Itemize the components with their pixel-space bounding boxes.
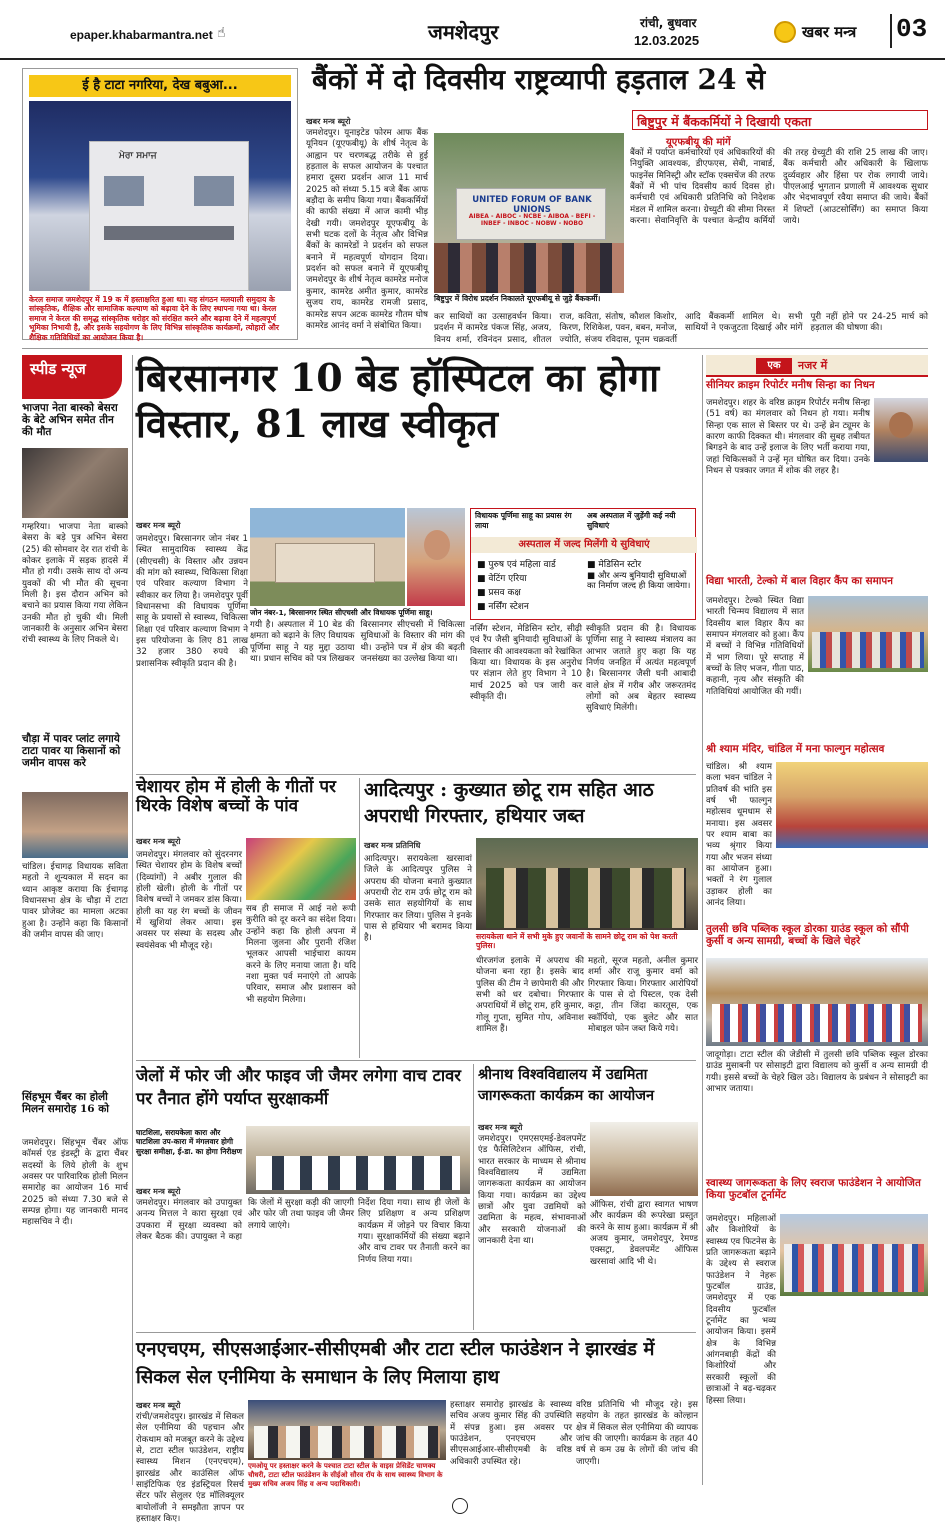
masthead-date: 12.03.2025 <box>634 33 700 48</box>
right-5-title: स्वास्थ्य जागरूकता के लिए स्वराज फाउंडेशन ने आयोजित किया फुटबॉल टूर्नामेंट <box>706 1177 921 1201</box>
speed-news-2-body: चांडिल। ईचागढ़ विधायक सविता महतो ने शून्यकाल में सदन का ध्यान आकृष्ट कराया कि ईचागढ़ विधानसभा क्षेत्र के चौड़ा में टाटा पावर प्रोजेक्ट का मामला अटका हुआ है। उन्होंने कहा कि किसानों की जमीन वापस की जाए। <box>22 862 128 941</box>
strike-body-1: जमशेदपुर। यूनाइटेड फोरम आफ बैंक यूनियन (यूएफबीयू) के शीर्ष नेतृत्व के आह्वान पर चरणबद्ध तरीके से हुई हड़ताल के सफल आयोजन के पश्चात हमारा दूसरा प्रदर्शन आज 11 मार्च 2025 को संध्या 5.15 बजे बैंक आफ बड़ौदा के समीप किया गया। बैंककर्मियों की काफी संख्या में आज कामी भीड़ देखी गयी। जमशेदपुर यूएफबीयू के सभी घटक दलों के नेतृत्व और विभिन्न बैंकों के कामरेडों ने प्रदर्शन को सफल बनाने में महत्वपूर्ण योगदान दिया। प्रदर्शन को सफल बनाने में यूएफबीयू जमशेदपुर के शीर्ष नेतृत्व कामरेड मनोज कुमार, कामरेड अमीत कुमार, कामरेड सुजय राय, कामरेड रामजी प्रसाद, कामरेड सपन अटक कामरेड गौतम घोष कामरेड आनंद वर्मा ने संबोधित किया। <box>306 128 428 331</box>
masthead-place-day: रांची, बुधवार <box>640 16 697 30</box>
speed-news-1-photo <box>22 448 128 518</box>
page-number: 03 <box>890 14 932 48</box>
facility-1: ■ पुरुष एवं महिला वार्ड <box>477 560 556 570</box>
jail-byline: खबर मन्त्र ब्यूरो <box>136 1187 181 1196</box>
facility-2: ■ मेडिसिन स्टोर <box>587 560 642 570</box>
srinath-byline: खबर मन्त्र ब्यूरो <box>478 1123 523 1132</box>
facility-3: ■ वेटिंग एरिया <box>477 574 527 584</box>
jail-body-2: निर्देश दिया गया। साथ ही जेलों के लिए प्रशिक्षण व अन्य प्रशिक्षण कार्यक्रम में जोड़ने पर विचार किया गया। सुरक्षाकर्मियों की संख्या बढ़ाने और वाच टावर पर तैनाती करने का निर्णय लिया गया। <box>358 1198 470 1265</box>
demands-title: यूएफबीयू की मांगें <box>666 137 731 148</box>
registration-mark-icon <box>452 1498 468 1514</box>
speed-news-3-title: सिंहभूम चैंबर का होली मिलन समारोह 16 को <box>22 1091 109 1115</box>
speed-news-2-title: चौड़ा में पावर प्लांट लगाये टाटा पावर या किसानों को जमीन वापस करे <box>22 733 121 769</box>
right-2-title: विद्या भारती, टेल्को में बाल विहार कैंप का समापन <box>706 575 893 587</box>
nhm-photo <box>248 1400 446 1460</box>
facility-4: ■ और अन्य बुनियादी सुविधाओं का निर्माण जल्द ही किया जायेगा। <box>587 571 691 592</box>
aditya-body-3: महतो, सूरज महतो, अनील कुमार शर्मा और राजू कुमार वर्मा को गिरफ्तार किया। गिरफ्तार आरोपियों के पास से दो पिस्टल, एक देसी कट्टा, तीन जिंदा कारतूस, एक स्कॉर्पियो, एक बुलेट और सात मोबाइल फोन जब्त किये गये। <box>588 956 698 1035</box>
strike-headline: बैंकों में दो दिवसीय राष्ट्रव्यापी हड़ताल 24 से <box>312 63 766 96</box>
speed-news-label: स्पीड न्यूज <box>22 355 122 399</box>
right-5-body: जमशेदपुर। महिलाओं और किशोरियों के स्वास्थ्य एव फिटनेस के प्रति जागरूकता बढ़ाने के उद्देश्य से स्वराज फाउंडेशन ने नेहरू फुटबॉल ग्राउंड, जमशेदपुर में एक दिवसीय फुटबॉल टूर्नामेंट का भव्य आयोजन किया। इसमें क्षेत्र के विभिन्न आंगनबाड़ी केंद्रों की किशोरियों और सरकारी स्कूलों की छात्राओं ने बढ़-चढ़कर हिस्सा लिया। <box>706 1214 776 1406</box>
aditya-byline: खबर मन्त्र प्रतिनिधि <box>364 841 421 850</box>
building-sign: ਮੇਰਾ ਸਮਾਜ <box>119 151 157 161</box>
strike-byline: खबर मन्त्र ब्यूरो <box>306 117 351 126</box>
nhm-body-3: हस्ताक्षर समारोह झारखंड के स्वास्थ्य सचिव अजय कुमार सिंह की उपस्थिति में संपन्न हुआ। इस अवसर पर फाउंडेशन, एनएचएम और सीएसआईआर-सीसीएमबी के वरिष्ठ अधिकारी उपस्थित रहे। <box>450 1400 572 1467</box>
right-1-body: जमशेदपुर। शहर के वरिष्ठ क्राइम रिपोर्टर मनीष सिन्हा (51 वर्ष) का मंगलवार को निधन हो गया। मनीष सिन्हा एक साल से बिस्तर पर थे। उन्हें ब्रेन ट्यूमर के कारण काफी दिक्कत थी। मंगलवार की सुबह तबीयत बिगड़ने के बाद उन्हें इलाज के लिए भर्ती कराया गया, जहां चिकित्सकों ने उन्हें मृत घोषित कर दिया। उनके निधन से पत्रकार जगत में शोक की लहर है। <box>706 398 870 477</box>
right-3-body: चांडिल। श्री श्याम कला भवन चांडिल ने प्रतिवर्ष की भांति इस वर्ष भी फाल्गुन महोत्सव धूमधाम से मनाया। इस अवसर पर श्याम बाबा का भव्य श्रृंगार किया गया और भजन संध्या का आयोजन हुआ। भक्तों ने रंग गुलाल उड़ाकर होली का आनंद लिया। <box>706 762 772 909</box>
strike-photo-caption: बिष्टुपुर में विरोध प्रदर्शन निकालते यूएफबीयू से जुड़े बैंककर्मी। <box>434 294 601 303</box>
birsa-hospital-photo <box>250 508 405 606</box>
nhm-photo-caption: एमओयू पर हस्ताक्षर करने के पश्चात टाटा स्टील के वाइस प्रेसिडेंट चाणक्य चौधरी, टाटा स्टील फाउंडेशन के सीईओ सौरव रॉय के साथ स्वास्थ्य विभाग के मुख्य सचिव अजय सिंह व अन्य पदाधिकारी। <box>248 1462 443 1488</box>
birsa-byline: खबर मन्त्र ब्यूरो <box>136 521 181 530</box>
jail-body-1: जमशेदपुर। मंगलवार को उपायुक्त अनन्य मित्तल ने कारा सुरक्षा एवं उपकारा में सुरक्षा व्यवस्था को लेकर बैठक की। उपायुक्त ने कहा कि जेलों में सुरक्षा कड़ी की जाएगी और फोर जी तथा फाइव जी जैमर लगाये जाएंगे। <box>136 1198 354 1243</box>
birsa-body-3: नर्सिंग स्टेशन, मेडिसिन स्टोर, सीढ़ी एवं रैंप जैसी बुनियादी सुविधाओं के विस्तार की आवश्यकता को रेखांकित किया था। विधायक के इस अनुरोध पर संज्ञान लेते हुए विभाग ने 10 मार्च 2025 को पत्र जारी कर स्वीकृति दी। <box>470 624 582 703</box>
jail-photo <box>246 1126 470 1194</box>
right-2-photo <box>808 596 928 672</box>
right-3-title: श्री श्याम मंदिर, चांडिल में मना फाल्गुन महोत्सव <box>706 743 885 755</box>
tata-caption: केरल समाज जमशेदपुर में 19 क में हस्ताक्षरित हुआ था। यह संगठन मलयाली समुदाय के सांस्कृतिक, शैक्षिक और सामाजिक कल्याण को बढ़ावा देने के लिए स्थापना गया था। केरल समाज ने केरल की समृद्ध सांस्कृतिक धरोहर को संरक्षित करने और बढ़ावा देने में महत्वपूर्ण भूमिका निभायी है, और इसके सहयोगण के लिए विभिन्न सांस्कृतिक कार्यक्रमों, त्योहारों और शैक्षिक गतिविधियों का आयोजन किया है। <box>29 295 279 342</box>
aditya-photo-caption: सरायकेला थाने में सभी मुके हुए जवानों के सामने छोटू राम को पेश करती पुलिस। <box>476 932 678 951</box>
right-4-title: तुलसी छवि पब्लिक स्कूल डोरका ग्राउंड स्कूल को सौंपी कुर्सी व अन्य सामग्री, बच्चों के खिले चेहरे <box>706 923 909 947</box>
facility-5: ■ प्रसव कक्ष <box>477 588 521 598</box>
aditya-body-1: आदित्यपुर। सरायकेला खरसावां जिले के आदित्यपुर पुलिस ने अपराध की योजना बनाते कुख्यात अपराधी रोट राम उर्फ छोटू राम को उसके सात सहयोगियों के साथ गिरफ्तार कर लिया। पुलिस ने इनके पास से हथियार भी बरामद किया है। <box>364 854 472 944</box>
strike-body-3: कर साथियों का उत्साहवर्धन किया। प्रदर्शन में कामरेड पंकज सिंह, अजय, विनय शर्मा, रविनंदन प्रसाद, शीतल राज, कविता, संतोष, कौशल किशोर, किरण, रिशिकेश, पवन, बबन, मनोज, ज्योति, संजय रविदास, पूनम चक्रवर्ती आदि बैंककर्मी शामिल थे। सभी साथियों ने एकजुटता दिखाई और मांगें पूरी नहीं होने पर 24-25 मार्च को हड़ताल की घोषणा की। <box>434 312 928 345</box>
nhm-headline-block: एनएचएम, सीएसआईआर-सीसीएमबी और टाटा स्टील फाउंडेशन ने झारखंड में सिकल सेल एनीमिया के समाधान के लिए मिलाया हाथ <box>136 1339 655 1388</box>
holi-byline: खबर मन्त्र ब्यूरो <box>136 837 181 846</box>
right-4-body: जादूगोड़ा। टाटा स्टील की जेडीसी में तुलसी छवि पब्लिक स्कूल डोरका ग्राउंड मुसाबनी पर सोसाइटी द्वारा विद्यालय को कुर्सी व अन्य सामग्री दी गयी। इससे बच्चों के चेहरे खिल उठे। विद्यालय के प्रबंधन ने सोसाइटी का आभार जताया। <box>706 1050 928 1095</box>
building-photo <box>29 101 291 291</box>
masthead-city: जमशेदपुर <box>428 20 499 44</box>
holi-body-1: जमशेदपुर। मंगलवार को सुंदरनगर स्थित चेशायर होम के विशेष बच्चों (दिव्यांगों) ने अबीर गुलाल की होली खेली। होली के गीतों पर विशेष बच्चों ने जमकर डांस किया। होली का यह रंग बच्चों के जीवन में खुशियां लेकर आया। इस अवसर पर संस्था के सदस्य और स्वयंसेवक भी मौजूद रहे। <box>136 850 242 951</box>
right-1-photo <box>874 398 928 462</box>
brand-logo <box>772 17 882 47</box>
right-5-photo <box>780 1214 928 1296</box>
speed-news-2-photo <box>22 792 128 858</box>
cursor-icon: ☝ <box>217 25 226 41</box>
holi-photo <box>246 838 356 900</box>
birsa-photo-caption: जोन नंबर-1, बिरसानगर स्थित सीएचसी और विधायक पूर्णिमा साहू। <box>250 608 433 617</box>
nhm-byline: खबर मन्त्र ब्यूरो <box>136 1401 181 1410</box>
nhm-body-4: वरिष्ठ प्रतिनिधि भी मौजूद रहे। इस सहयोग के तहत झारखंड के कोल्हान क्षेत्र में सिकल सेल एनीमिया की व्यापक जांच की जाएगी। कार्यक्रम के तहत 40 वर्ष से कम उम्र के लोगों की जांच की जाएगी। <box>576 1400 698 1467</box>
srinath-headline: श्रीनाथ विश्वविद्यालय में उद्यमिता जागरूकता कार्यक्रम का आयोजन <box>478 1066 655 1105</box>
birsa-headline: बिरसानगर 10 बेड हॉस्पिटल का होगा विस्तार, 81 लाख स्वीकृत <box>136 355 660 447</box>
aditya-body-2: धीरजगंज इलाके में अपराध की योजना बना रहा है। इसके बाद पुलिस की टीम ने छापेमारी की और सभी को धर दबोचा। गिरफ्तार अपराधियों में छोटू राम, हरि कुमार, गोलू गुप्ता, सुमित गोप, अविनाश शामिल हैं। <box>476 956 584 1035</box>
birsa-box-title: अस्पताल में जल्द मिलेंगी ये सुविधाएं <box>471 537 697 553</box>
srinath-photo <box>590 1122 698 1196</box>
speed-news-1-title: भाजपा नेता बास्को बेसरा के बेटे अभिन समेत तीन की मौत <box>22 402 118 438</box>
masthead <box>0 0 945 60</box>
jail-headline: जेलों में फोर जी और फाइव जी जैमर लगेगा वाच टावर पर तैनात होंगे पर्याप्त सुरक्षाकर्मी <box>136 1066 462 1109</box>
tata-nagariya-box <box>22 68 298 340</box>
birsa-box-tag-1: विधायक पूर्णिमा साहू का प्रयास रंग लाया <box>475 511 572 530</box>
nazar-label: नजर में <box>798 359 828 372</box>
facility-6: ■ नर्सिंग स्टेशन <box>477 602 529 612</box>
birsa-body-4: स्वीकृति प्रदान की है। विधायक पूर्णिमा साहू ने स्वास्थ्य मंत्रालय का आभार जताते हुए कहा कि यह निर्णय जनहित में अत्यंत महत्वपूर्ण है। बिरसानगर जैसी घनी आबादी वाले क्षेत्र में गरीब और जरूरतमंद लोगों को अब बेहतर स्वास्थ्य सुविधाएं मिलेंगी। <box>586 624 696 714</box>
ek-nazar-header <box>706 355 928 377</box>
tata-headline: ई है टाटा नगरिया, देख बबुआ... <box>29 75 291 97</box>
birsa-body-2: गयी है। अस्पताल में 10 बेड की क्षमता को बढ़ाने के लिए विधायक पूर्णिमा साहू ने यह मुद्दा उठाया था। प्रधान सचिव को पत्र लिखकर बिरसानगर सीएचसी में चिकित्सा सुविधाओं के विस्तार की मांग की थी। उन्होंने पत्र में क्षेत्र की बढ़ती जनसंख्या का उल्लेख किया था। <box>250 620 465 665</box>
right-4-photo <box>706 958 928 1046</box>
brand-name: खबर मन्त्र <box>802 23 857 41</box>
srinath-body-2: ऑफिस, रांची द्वारा स्वागत भाषण और कार्यक्रम की रूपरेखा प्रस्तुत करने के साथ हुआ। कार्यक्रम में श्री अजय कुमार, जमशेदपुर, रेमण्ड एक्सट्रा, डेवलपमेंट ऑफिस खरसावां आदि भी थे। <box>590 1200 698 1267</box>
holi-body-2: सब ही समाज में आई नशे रूपी कुरीति को दूर करने का संदेश दिया। उन्होंने कहा कि होली अपना में मिलना जुलना और पुरानी रंजिश भूलकर आपसी भाईचारा कायम करने के लिए मनाया जाता है। यदि नशा मुक्त पर्व मनाएंगे तो आपके परिवार, समाज और प्रशासन को भी सहयोग मिलेगा। <box>246 904 356 1005</box>
speed-news-3-body: जमशेदपुर। सिंहभूम चैंबर ऑफ कॉमर्स एंड इंडस्ट्री के द्वारा चैंबर सदस्यों के लिये होली के शुभ अवसर पर पारिवारिक होली मिलन समारोह का आयोजन 16 मार्च 2025 को संध्या 7.30 बजे से सम्पन्न होगा। यह जानकारी मानद महासचिव ने दी। <box>22 1138 128 1228</box>
right-1-title: सीनियर क्राइम रिपोर्टर मनीष सिन्हा का निधन <box>706 379 875 391</box>
brand-icon <box>774 21 796 43</box>
srinath-body-1: जमशेदपुर। एमएसएमई-डेवलपमेंट एंड फैसिलिटेशन ऑफिस, रांची, भारत सरकार के माध्यम से श्रीनाथ विश्वविद्यालय में उद्यमिता जागरूकता कार्यक्रम का आयोजन किया गया। कार्यक्रम का उद्देश्य छात्रों और युवा उद्यमियों को उद्यमिता के महत्व, संभावनाओं और सरकारी योजनाओं की जानकारी देना था। <box>478 1134 586 1247</box>
jail-caption: घाटशिला, सरायकेला कारा और घाटशिला उप-कारा में मंगलवार होगी सुरक्षा समीक्षा, ई-डा. का होगा निरीक्षण <box>136 1128 242 1156</box>
birsa-box-tag-2: अब अस्पताल में जुड़ेंगी कई नयी सुविधाएं <box>587 511 676 530</box>
aditya-photo <box>476 838 698 930</box>
strike-banner: UNITED FORUM OF BANK UNIONS AIBEA - AIBOC - NCBE - AIBOA - BEFI - INBEF - INBOC - NOBW - NOBO <box>456 188 606 240</box>
right-3-photo <box>776 762 928 848</box>
nhm-body-1: रांची/जमशेदपुर। झारखंड में सिकल सेल एनीमिया की पहचान और रोकथाम को मजबूत करने के उद्देश्य से, टाटा स्टील फाउंडेशन, राष्ट्रीय स्वास्थ्य मिशन (एनएचएम), झारखंड और काउंसिल ऑफ साइंटिफिक एंड इंडस्ट्रियल रिसर्च सेंटर फॉर सेलुलर एंड मॉलिक्यूलर बायोलॉजी ने समझौता ज्ञापन पर हस्ताक्षर किए। <box>136 1412 244 1525</box>
birsa-body-1: जमशेदपुर। बिरसानगर जोन नंबर 1 स्थित सामुदायिक स्वास्थ्य केंद्र (सीएचसी) के विस्तार और उन्नयन की मांग को स्वास्थ्य, चिकित्सा शिक्षा एवं परिवार कल्याण विभाग ने स्वीकार कर लिया है। जमशेदपुर पूर्वी विधानसभा की विधायक पूर्णिमा साहू के प्रयासों से स्वास्थ्य, चिकित्सा शिक्षा एवं परिवार कल्याण विभाग ने इस परियोजना के लिए 81 लाख 32 हजार 380 रुपये की प्रशासनिक स्वीकृति प्रदान की है। <box>136 534 248 669</box>
site-url[interactable]: epaper.khabarmantra.net <box>70 28 213 42</box>
right-2-body: जमशेदपुर। टेल्को स्थित विद्या भारती चिन्मय विद्यालय में सात दिवसीय बाल विहार कैंप का समापन मंगलवार को हुआ। कैंप में बच्चों ने विभिन्न गतिविधियों में भाग लिया। पूरे सप्ताह में बच्चों के लिए भजन, गीता पाठ, कहानी, नृत्य और संस्कृति की गतिविधियां आयोजित की गयीं। <box>706 596 804 697</box>
strike-photo <box>434 133 624 293</box>
ek-label: एक <box>756 358 792 374</box>
strike-body-2: बैंकों में पर्याप्त कर्मचारियों एवं अधिकारियों की नियुक्ति आवश्यक, डीएफएस, सेबी, नाबार्ड, फाइनेंस मिनिस्ट्री और स्टॉक एक्सचेंज की तरफ बैंकों में भी पांच दिवसीय कार्य दिवस हो। कर्मचारी एवं अधिकारी प्रतिनिधि को निदेशक मंडल में शामिल करना। ग्रेच्युटी की सीमा निरस्त करना। सेवानिवृत्ति के पश्चात केन्द्रीय कर्मियों की तरह ग्रेच्युटी की राशि 25 लाख की जाए। बैंक कर्मचारी और अधिकारी के खिलाफ दुर्व्यवहार और हिंसा पर रोक लगायी जाये। पीएलआई भुगतान प्रणाली में आवश्यक सुधार और भेदभावपूर्ण रवैया समाप्त की जाये। बैंकों में शिफ्टों (आउटसोर्सिंग) का समाप्त किया जाये। <box>630 148 928 227</box>
strike-subhead-text: बिष्टुपुर में बैंककर्मियों ने दिखायी एकता <box>637 114 812 129</box>
birsa-facilities-box <box>470 508 696 620</box>
strike-subhead <box>632 110 928 130</box>
holi-headline: चेशायर होम में होली के गीतों पर थिरके विशेष बच्चों के पांव <box>136 777 336 817</box>
speed-news-1-body: गम्हरिया। भाजपा नेता बास्को बेसरा के बड़े पुत्र अभिन बेसरा (25) की सोमवार देर रात रांची के कोकर इलाके में सड़क हादसे में मौत हो गयी। उसके साथ दो अन्य युवकों की भी मौत की सूचना मिली है। इस दौरान अभिन को बचाने का प्रयास किया गया लेकिन उनकी मौत हो चुकी थी। मिली जानकारी के अनुसार अभिन बेसरा रांची स्वास्थ्य के लिए निकले थे। <box>22 522 128 646</box>
aditya-headline: आदित्यपुर : कुख्यात छोटू राम सहित आठ अपराधी गिरफ्तार, हथियार जब्त <box>364 779 654 827</box>
birsa-mla-photo <box>407 508 465 606</box>
